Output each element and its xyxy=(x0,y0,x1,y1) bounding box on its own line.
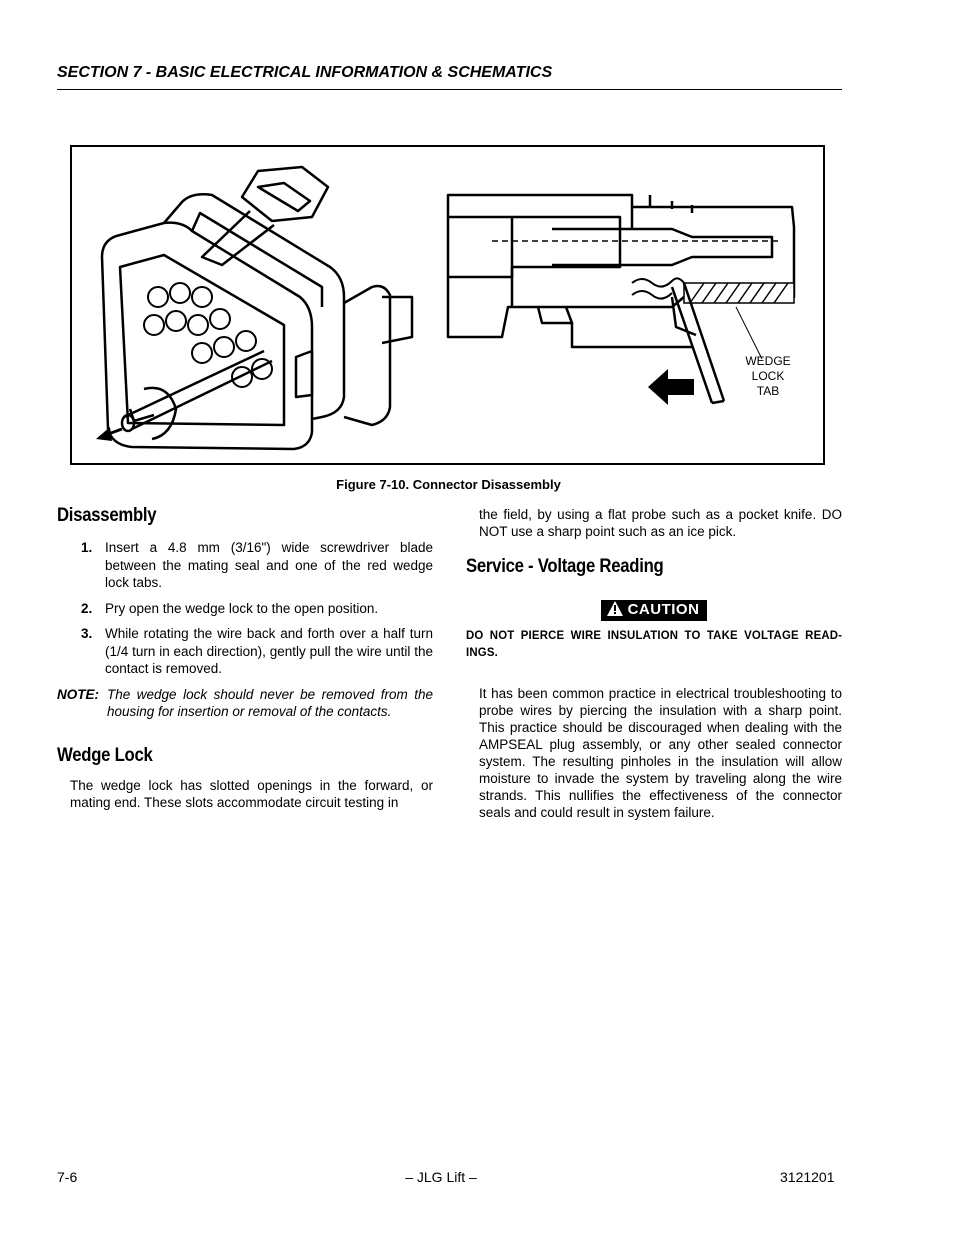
service-text: It has been common practice in electrical troubleshooting to probe wires by piercing the insulation with a sharp point. This practice should be discouraged when dealing with the AMPSEAL plug assembly, or any other sealed connector system. The resulting pinholes in the insulation will allow moisture to invade the system by traveling along the wire strands. This nullifies the effectiveness of the connector seals and could result in system failure. xyxy=(479,686,842,820)
caution-banner-wrap xyxy=(466,600,842,621)
step-number: 3. xyxy=(81,626,93,641)
document-number: 3121201 xyxy=(780,1169,835,1185)
service-heading: Service - Voltage Reading xyxy=(466,556,664,577)
callout-wedge: WEDGE xyxy=(745,354,791,368)
step-text: Pry open the wedge lock to the open position. xyxy=(105,600,379,616)
connector-illustration xyxy=(72,147,823,463)
step-text: Insert a 4.8 mm (3/16") wide screwdriver blade between the mating seal and one of the red wedge lock tabs. xyxy=(105,540,433,590)
note xyxy=(57,686,433,721)
caution-text: DO NOT PIERCE WIRE INSULATION TO TAKE VOLTAGE READ-INGS. xyxy=(466,628,843,659)
step-item xyxy=(57,625,433,678)
header-rule xyxy=(57,89,842,90)
footer-center: – JLG Lift – xyxy=(405,1169,477,1185)
wedge-lock-heading: Wedge Lock xyxy=(57,744,153,766)
step-number: 2. xyxy=(81,600,93,616)
step-item xyxy=(57,539,433,592)
section-header: SECTION 7 - BASIC ELECTRICAL INFORMATION & SCHEMATICS xyxy=(57,64,553,81)
right-column xyxy=(466,505,842,821)
step-item xyxy=(57,600,433,618)
warning-triangle-icon xyxy=(607,601,623,620)
disassembly-heading: Disassembly xyxy=(57,505,157,526)
wedge-lock-continued: the field, by using a flat probe such as a pocket knife. DO NOT use a sharp point such as an ice pick. xyxy=(479,507,842,539)
figure-caption: Figure 7-10. Connector Disassembly xyxy=(336,477,561,492)
note-text: The wedge lock should never be removed from the housing for insertion or removal of the contacts. xyxy=(107,686,433,719)
page-number: 7-6 xyxy=(57,1169,78,1185)
caution-banner xyxy=(601,600,708,621)
left-column xyxy=(57,505,433,811)
step-number: 1. xyxy=(81,540,93,555)
note-label: NOTE: xyxy=(57,686,99,702)
connector-figure xyxy=(70,145,825,465)
wedge-lock-text: The wedge lock has slotted openings in the forward, or mating end. These slots accommodate circuit testing in xyxy=(70,777,433,810)
callout-tab: TAB xyxy=(756,384,780,398)
disassembly-steps xyxy=(57,539,433,678)
step-text: While rotating the wire back and forth over a half turn (1/4 turn in each direction), gently pull the wire until the contact is removed. xyxy=(105,626,433,676)
caution-label: CAUTION xyxy=(627,601,700,618)
callout-lock: LOCK xyxy=(751,369,785,383)
